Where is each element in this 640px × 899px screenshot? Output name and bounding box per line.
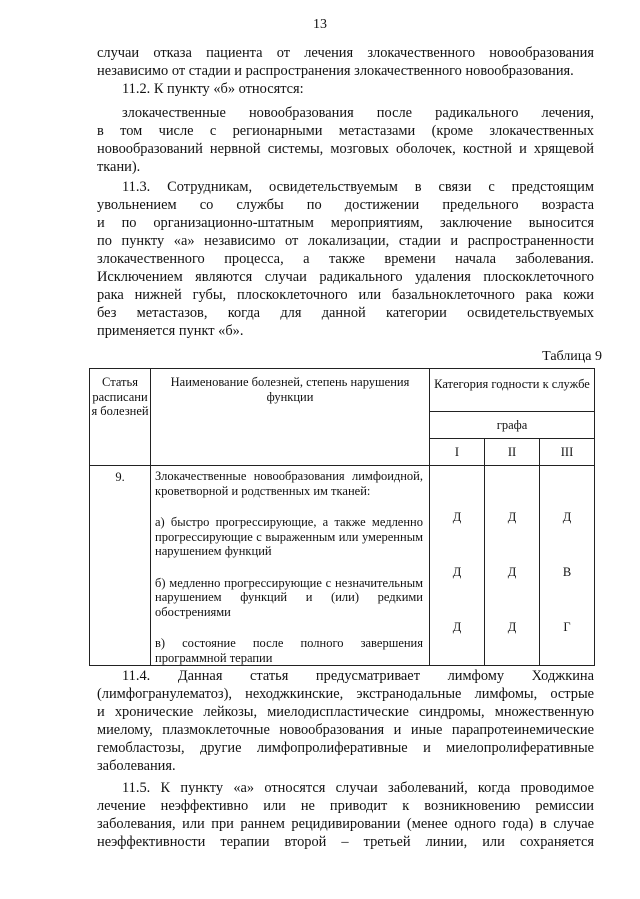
page-number: 13: [313, 17, 327, 32]
value-b-ii: Д: [507, 565, 517, 579]
text-line: миелому, плазмоклеточные новообразования и иные парапротеинемические: [97, 722, 594, 738]
value-a-ii: Д: [507, 510, 517, 524]
header-disease: Наименование болезней, степень нарушения функции: [151, 369, 430, 466]
text-line: и по организационно-штатным мероприятиям, заключение выносится: [97, 215, 594, 231]
table-row: [90, 466, 595, 666]
text-line: неэффективности терапии второй – третьей линии, или сохраняется: [97, 834, 594, 850]
value-c-ii: Д: [507, 620, 517, 634]
header-col-iii: III: [540, 439, 595, 466]
row-item-a: а) быстро прогрессирующие, а также медленно прогрессирующие с выраженным или умеренным нарушением функций: [155, 515, 423, 558]
header-column-label: графа: [430, 412, 595, 439]
text-line: 11.5. К пункту «а» относятся случаи заболеваний, когда проводимое: [122, 780, 594, 796]
text-line: 11.4. Данная статья предусматривает лимфому Ходжкина: [122, 668, 594, 684]
row-item-c: в) состояние после полного завершения программной терапии: [155, 636, 423, 665]
value-a-iii: Д: [562, 510, 572, 524]
text-line: злокачественные новообразования после радикального лечения,: [122, 105, 594, 121]
value-b-i: Д: [452, 565, 462, 579]
text-line: ткани).: [97, 159, 141, 175]
text-line: злокачественного процесса, а также времени начала заболевания.: [97, 251, 594, 267]
text-line: 11.3. Сотрудникам, освидетельствуемым в связи с предстоящим: [122, 179, 594, 195]
row-item-b: б) медленно прогрессирующие с незначительным нарушением функций и (или) редкими обострениями: [155, 575, 423, 619]
text-line: увольнением со службы по достижении предельного возраста: [97, 197, 594, 213]
text-line: рака нижней губы, плоскоклеточного или базальноклеточного рака кожи: [97, 287, 594, 303]
text-line: заболевания.: [97, 758, 176, 774]
text-line: заболевания, или при раннем рецидивировании (менее одного года) в случае: [97, 816, 594, 832]
text-line: без метастазов, когда для данной категории освидетельствуемых: [97, 305, 594, 321]
text-line: применяется пункт «б».: [97, 323, 244, 339]
text-line: 11.2. К пункту «б» относятся:: [122, 81, 304, 97]
text-line: и хронические лейкозы, миелодиспластические синдромы, множественную: [97, 704, 594, 720]
text-line: по пункту «а» независимо от локализации, стадии и распространенности: [97, 233, 594, 249]
text-line: Исключением являются случаи радикального удаления плоскоклеточного: [97, 269, 594, 285]
table-caption: Таблица 9: [542, 349, 602, 364]
text-line: независимо от стадии и распространения злокачественного новообразования.: [97, 63, 574, 79]
text-line: гемобластозы, другие лимфопролиферативные и миелопролиферативные: [97, 740, 594, 756]
value-a-i: Д: [452, 510, 462, 524]
value-b-iii: В: [562, 565, 572, 579]
header-col-ii: II: [485, 439, 540, 466]
header-category: Категория годности к службе: [430, 369, 595, 412]
row-intro: Злокачественные новообразования лимфоидной, кроветворной и родственных им тканей:: [155, 469, 423, 498]
value-c-i: Д: [452, 620, 462, 634]
text-line: случаи отказа пациента от лечения злокачественного новообразования: [97, 45, 594, 61]
text-line: лечение неэффективно или не приводит к возникновению ремиссии: [97, 798, 594, 814]
table-9: [89, 368, 595, 666]
text-line: в том числе с регионарными метастазами (кроме злокачественных: [97, 123, 594, 139]
row-article: 9.: [90, 466, 151, 666]
header-col-i: I: [430, 439, 485, 466]
header-article: Статья расписани я болезней: [90, 369, 151, 466]
text-line: (лимфогранулематоз), неходжкинские, экстранодальные лимфомы, острые: [97, 686, 594, 702]
value-c-iii: Г: [563, 620, 571, 634]
text-line: новообразований нервной системы, мозговых оболочек, костной и хрящевой: [97, 141, 594, 157]
